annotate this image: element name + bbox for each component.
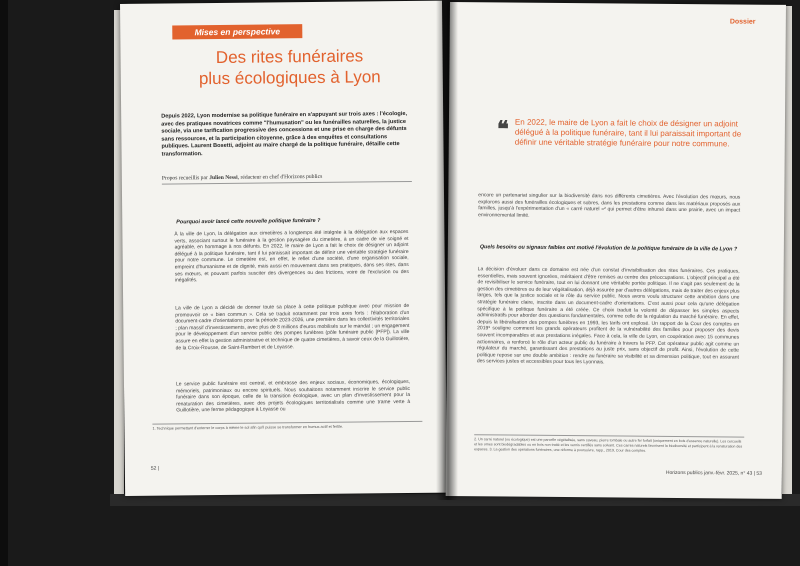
answer-paragraph-1: À la ville de Lyon, la délégation aux cimetières a longtemps été intégrée à la délégation aux espaces verts, associant surtout le funéraire à la gestion paysagère du cimetière, à un cadre de vie soigné et agréable, en hommage à nos défunts. En 2022, le maire de Lyon a fait le choix de désigner un adjoint délégué à la politique funéraire, tant il lui paraissait important de définir une véritable stratégie funéraire pour notre commune. Le cimetière est, en effet, le reflet d'une société, d'une organisation sociale, empreint d'humanisme et de dignité, mais aussi en mouvement dans ses pratiques, dans ses rites, dans ses mœurs, et pouvant parfois susciter des divergences ou des frictions, voire de l'exclusion ou des inégalités. (174, 228, 409, 284)
scan-edge (0, 0, 8, 566)
left-page (120, 1, 447, 496)
article-lede: Depuis 2022, Lyon modernise sa politique funéraire en s'appuyant sur trois axes : l'écologie, avec des pratiques novatrices comme "l'humusation" ou les funérailles naturelles, la justice sociale, via une tarification progressive des concessions et une prise en charge des défunts sans ressources, et la participation citoyenne, grâce à des enquêtes et consultations publiques. Laurent Bosetti, adjoint au maire chargé de la politique funéraire, détaille cette transformation. (161, 111, 408, 158)
answer-paragraph-2: La ville de Lyon a décidé de donner toute sa place à cette politique publique avec pour mission de promouvoir ce « bien commun ». Cela se traduit notamment par trois axes forts : l'élaboration d'un document-cadre d'orientations pour la période 2023-2026, une première dans les collectivités territoriales ; plan massif d'investissements, avec plus de 8 millions d'euros mobilisés sur le mandat ; un engagement pour le développement d'un service public des pompes funèbres (pôle funéraire public [PFP]). La ville assure en effet la gestion administrative et technique de quatre cimetières, à savoir ceux de la Guillotière, de la Croix-Rousse, de Saint-Rambert et de Loyasse. (175, 302, 410, 351)
right-page (446, 2, 786, 499)
interview-question-2: Quels besoins ou signaux faibles ont motivé l'évolution de la politique funéraire de la ville de Lyon ? (479, 244, 738, 253)
credit-suffix: , rédacteur en chef d'Horizons publics (237, 173, 323, 181)
article-credit (162, 173, 412, 185)
interview-question-1: Pourquoi avoir lancé cette nouvelle politique funéraire ? (176, 217, 321, 226)
credit-prefix: Propos recueillis par (161, 175, 208, 182)
answer-paragraph-3: Le service public funéraire est central, et embrasse des enjeux sociaux, économiques, écologiques, mémoriels, patrimoniaux ou encore spirituels. Nous souhaitons notamment inscrire le service public funéraire dans son époque, celle de la transition écologique, avec un plan d'investissement pour la renaturation des cimetières, avec des projets écologiques territorialisés comme une trame verte à Guillotière, une ferme pédagogique à Loyasse ou (175, 378, 411, 414)
page-number-right: Horizons publics janv.-févr. 2025, n° 43 | 53 (665, 469, 762, 477)
article-title (164, 45, 414, 90)
answer-paragraph-4: La décision d'évoluer dans ce domaine est née d'un constat d'invisibilisation des rites funéraires. Ces pratiques, essentielles, mais souvent ignorées, méritaient d'être remises au centre des préoccupations. L'objectif principal a été de revisibiliser le service funéraire, tout en lui donnant une véritable portée politique. Il ne s'agit pas seulement de la gestion des cimetières ou de leur végétalisation, déjà assurée par d'autres délégations, mais de traiter des enjeux plus larges, tels que la justice sociale et le rôle du service public. Nous avons voulu structurer cette ambition dans une stratégie funéraire claire, inscrite dans un document-cadre d'orientations. C'est aussi pour cela qu'une délégation spécifique à la politique funéraire a été créée. Ce choix traduit la volonté de dépasser les simples aspects administratifs pour aborder des questions fondamentales, comme celle de la régulation du marché funéraire. En effet, depuis la libéralisation des pompes funèbres en 1993, les tarifs ont explosé. Un rapport de la Cour des comptes en 2019³ souligne comment les grands opérateurs profitent de la vulnérabilité des familles pour proposer des devis souvent incomparables et aux prestations inégales. Face à cela, la ville de Lyon, en coopération avec 15 communes actionnaires, a renforcé le rôle d'un acteur public du funéraire à travers la PFP. Cet opérateur public agit comme un régulateur du marché, garantissant des prestations au juste prix, sans objectif de profit. Ainsi, l'évolution de cette politique repose sur une double ambition : rendre au funéraire sa visibilité et sa dimension politique, tout en assurant des services justes et accessibles pour tous les Lyonnais. (476, 266, 740, 366)
footnote-1: 1. Technique permettant d'enterrer le corps à même le sol afin qu'il puisse se transformer en humus actif et fertile. (152, 421, 422, 431)
footnotes-2-3: 2. Un carré naturel (ou écologique) est une parcelle végétalisée, sans caveau, pierre tombale ou autre fer forfait (uniquement en bois d'essence naturelle). Les cercueils et les urnes sont biodégradables ou en bois non traité et les vernis certifiés sans solvant. Ces carrés naturels favorisent la biodiversité et participent à la renaturation des espaces. 3. La gestion des opérations funéraires, une réforme à poursuivre, rapp., 2019, Cour des comptes. (474, 434, 744, 454)
title-line-1: Des rites funéraires (215, 46, 364, 67)
answer-paragraph-continued: encore un partenariat singulier sur la biodiversité dans nos différents cimetières. Avec l'évolution des mœurs, nous explorons aussi des funérailles écologiques et sobres, dans les prestations comme dans les matériaux proposés aux familles, jusqu'à l'expérimentation d'un « carré naturel »² qui permet d'être inhumé dans une prairie, avec un impact environnemental limité. (478, 192, 741, 219)
page-number-left: 52 | (150, 465, 160, 472)
pull-quote: En 2022, le maire de Lyon a fait le choix de désigner un adjoint délégué à la politique funéraire, tant il lui paraissait important de définir une véritable stratégie funéraire pour notre commune. (514, 117, 742, 149)
section-banner: Mises en perspective (172, 24, 302, 39)
quote-mark-icon: ❝ (496, 116, 509, 142)
title-line-2: plus écologiques à Lyon (198, 67, 381, 89)
book-gutter (436, 0, 458, 500)
credit-author: Julien Nessi (209, 174, 238, 182)
section-header-dossier: Dossier (729, 18, 756, 26)
